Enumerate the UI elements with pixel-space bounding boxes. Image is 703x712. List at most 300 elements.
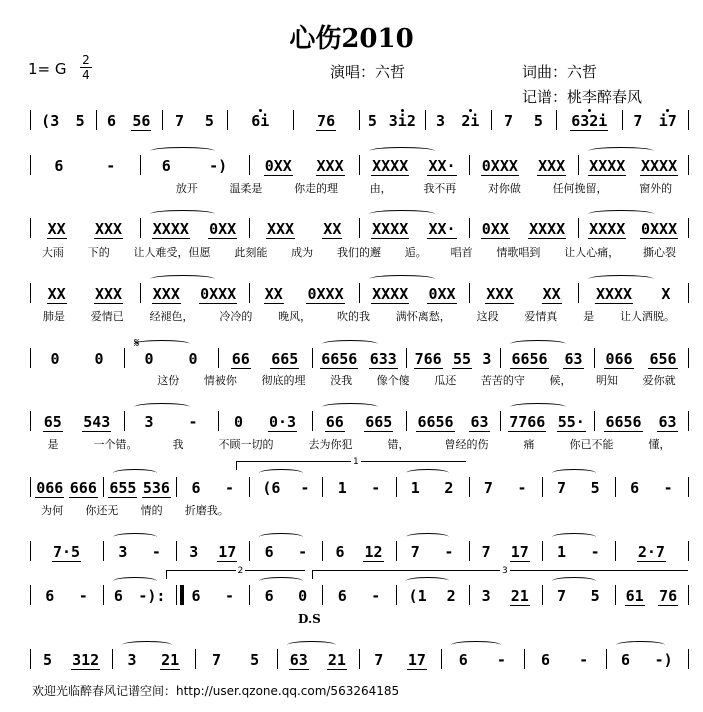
lyric-word: 彻底的埋 <box>261 374 306 387</box>
bar-line <box>176 585 177 605</box>
volta-number: 3 <box>502 566 508 576</box>
note-group: 0 <box>233 413 243 431</box>
lyric-word: 爱情真 <box>524 310 558 323</box>
bar-line <box>124 348 125 368</box>
bar-line <box>277 649 278 669</box>
note-group: XXXX <box>595 284 633 303</box>
lyric-row <box>0 244 703 260</box>
note-group: XXX <box>152 284 180 303</box>
bar-line <box>615 541 616 561</box>
slur-arc <box>259 533 303 541</box>
lyric-line <box>145 372 688 388</box>
bar-line <box>176 541 177 561</box>
lyric-word: 肺是 <box>42 310 65 323</box>
slur-arc <box>287 641 336 649</box>
note-group: 7766 <box>509 412 546 431</box>
measure <box>252 585 319 607</box>
note-group: XX <box>47 219 66 238</box>
slur-arc <box>588 147 654 155</box>
lyric-line <box>160 180 688 196</box>
bar-line <box>688 348 689 368</box>
lyric-word: 下的 <box>87 246 110 259</box>
lyric-word: 满怀离愁， <box>395 310 451 323</box>
bar-line <box>688 283 689 303</box>
note-group: (1 <box>408 587 427 605</box>
slur-arc <box>322 340 378 348</box>
note-group: 7 <box>557 587 567 605</box>
measure <box>165 110 225 132</box>
note-group: 7 <box>483 479 493 497</box>
note-group: 66 <box>325 412 344 431</box>
lyric-word: 苦苦的守 <box>480 374 525 387</box>
lyric-word: 对你做 <box>487 182 521 195</box>
note-group: XX <box>542 284 561 303</box>
note-group: XX <box>47 284 66 303</box>
slur-arc <box>113 577 157 585</box>
bar-line <box>112 649 113 669</box>
slur-arc <box>552 469 596 477</box>
note-group: 0XX <box>264 156 292 175</box>
note-group: 0 <box>298 587 308 605</box>
bar-line <box>359 649 360 669</box>
lyric-word: 候， <box>549 374 572 387</box>
note-group: 55· <box>557 412 585 431</box>
bar-line <box>556 110 557 130</box>
high-octave-dot <box>259 109 262 112</box>
bar-line <box>30 585 31 605</box>
note-group: 76 <box>317 111 336 130</box>
lyric-word: 窗外的 <box>639 182 673 195</box>
measure <box>362 110 422 132</box>
note-group: 536 <box>142 478 170 497</box>
note-group: 665 <box>271 349 299 368</box>
note-group: 665 <box>365 412 393 431</box>
note-group: 766 <box>414 349 442 368</box>
measure <box>472 218 576 240</box>
measure <box>597 348 685 370</box>
volta-bracket <box>312 566 688 576</box>
measure <box>503 411 591 433</box>
note-group: 6 <box>541 651 551 669</box>
measure <box>33 218 137 240</box>
music-row <box>0 283 703 309</box>
note-group: - <box>517 479 527 497</box>
note-group: 21 <box>327 650 346 669</box>
measure <box>472 477 539 499</box>
lyric-word: 错， <box>387 438 410 451</box>
note-group: 6 <box>630 479 640 497</box>
note-group: 21 <box>161 650 180 669</box>
slur-arc <box>369 210 435 218</box>
bar-line <box>140 283 141 303</box>
measure <box>545 585 612 607</box>
note-group: -): <box>138 587 166 605</box>
measure <box>99 110 159 132</box>
bar-line <box>312 348 313 368</box>
note-group: XXXX <box>372 219 409 238</box>
slur-arc <box>369 147 435 155</box>
measure <box>143 218 247 240</box>
slur-arc <box>510 340 566 348</box>
note-group: 543 <box>83 412 111 431</box>
note-group: 63 <box>289 650 308 669</box>
bar-line <box>218 348 219 368</box>
note-group: (3 <box>41 112 60 130</box>
note-group: 0·3 <box>268 412 297 431</box>
note-group: 61 <box>625 586 644 605</box>
note-group: (6 <box>262 479 281 497</box>
song-title: 心伤2010 <box>289 24 414 54</box>
bar-line <box>578 155 579 175</box>
measure <box>559 110 619 132</box>
bar-line <box>30 649 31 669</box>
lyric-word: 成为 <box>291 246 314 259</box>
lyric-word: 让人难受，但愿 <box>133 246 211 259</box>
note-group: 76 <box>659 586 678 605</box>
bar-line <box>406 348 407 368</box>
note-group: - <box>225 479 235 497</box>
note-group: 7 <box>481 543 491 561</box>
slur-arc <box>322 403 378 411</box>
note-group: - <box>371 587 381 605</box>
note-group: 6 <box>458 651 468 669</box>
measure <box>143 283 247 305</box>
bar-line <box>30 155 31 175</box>
bar-line <box>542 541 543 561</box>
note-group: 3 <box>435 112 445 130</box>
note-group: XXX <box>94 219 123 238</box>
note-group: 55 <box>452 349 472 368</box>
measure <box>315 411 403 433</box>
note-group: 17 <box>407 650 426 669</box>
note-group: 5 <box>367 112 377 130</box>
measure <box>33 411 121 433</box>
note-group: 6656 <box>321 349 358 368</box>
note-group: - <box>225 587 235 605</box>
slur-arc <box>552 577 596 585</box>
measure <box>221 348 309 370</box>
measure <box>409 348 497 370</box>
note-group: 6 <box>264 543 274 561</box>
bar-line <box>469 541 470 561</box>
note-group: 7·5 <box>53 542 81 561</box>
note-group: 5 <box>590 587 600 605</box>
measure <box>127 411 215 433</box>
key-signature: 1= G <box>28 60 67 78</box>
high-octave-dot <box>401 109 404 112</box>
measure <box>252 541 319 563</box>
slur-arc <box>150 275 216 283</box>
bar-line <box>30 218 31 238</box>
slur-arc <box>451 641 500 649</box>
note-group: 7 <box>557 479 567 497</box>
bar-line <box>30 477 31 497</box>
note-group: 666 <box>69 478 97 497</box>
note-group: - <box>590 543 600 561</box>
lyric-word: 折磨我。 <box>184 504 229 517</box>
bar-line <box>622 110 623 130</box>
bar-line <box>469 283 470 303</box>
time-signature <box>80 54 92 81</box>
note-group: 63 <box>470 412 489 431</box>
volta-number: 1 <box>353 457 359 467</box>
note-group: 63 <box>564 349 583 368</box>
note-group: 3i2 <box>388 112 417 130</box>
measure <box>315 348 403 370</box>
slur-arc <box>113 533 157 541</box>
note-group: XXXX <box>589 219 626 238</box>
bar-line <box>500 411 501 431</box>
measure <box>399 541 466 563</box>
bar-line <box>249 477 250 497</box>
measure <box>179 585 246 607</box>
lyric-word: 这段 <box>476 310 499 323</box>
measure <box>33 110 93 132</box>
note-group: 17 <box>218 542 237 561</box>
bar-line <box>688 218 689 238</box>
lyric-word: 一个错。 <box>93 438 138 451</box>
note-group: 6656 <box>605 412 642 431</box>
note-group: 066 <box>605 349 633 368</box>
note-group: 3 <box>118 543 128 561</box>
bar-line <box>406 411 407 431</box>
bar-line <box>30 348 31 368</box>
note-group: XXX <box>538 156 566 175</box>
lyric-word: 爱你就 <box>642 374 676 387</box>
note-group: 6 <box>106 112 116 130</box>
note-group: 7 <box>504 112 514 130</box>
note-group: XXXX <box>589 156 626 175</box>
note-group: 312 <box>72 650 100 669</box>
note-group: XXX <box>316 156 344 175</box>
measure <box>252 283 356 305</box>
lyric-word: 没我 <box>330 374 353 387</box>
singer-credit: 演唱：六哲 <box>330 63 406 81</box>
note-group: 632i <box>570 112 608 131</box>
bar-line <box>195 649 196 669</box>
note-group: 3 <box>144 413 154 431</box>
bar-line <box>140 155 141 175</box>
lyric-word: 我不再 <box>423 182 457 195</box>
note-group: 6656 <box>417 412 454 431</box>
measure <box>33 283 137 305</box>
slur-arc <box>588 275 654 283</box>
slur-arc <box>510 403 566 411</box>
bar-line <box>688 585 689 605</box>
bar-line <box>606 649 607 669</box>
note-group: 0 <box>188 350 198 368</box>
note-group: - <box>444 543 454 561</box>
note-group: - <box>496 651 506 669</box>
note-group: 56 <box>132 111 151 130</box>
lyric-word: 让人心痛， <box>564 246 620 259</box>
bar-line <box>469 477 470 497</box>
measure <box>581 155 685 177</box>
lyric-word: 经褪色， <box>149 310 194 323</box>
note-group: 0 <box>144 350 154 368</box>
note-group: 2 <box>446 587 456 605</box>
lyric-word: 不顾一切的 <box>218 438 274 451</box>
note-group: 0XXX <box>641 219 678 238</box>
lyric-word: 这份 <box>157 374 180 387</box>
bar-line <box>688 649 689 669</box>
bar-line <box>30 541 31 561</box>
lyric-word: 大雨 <box>41 246 64 259</box>
measure <box>545 541 612 563</box>
music-row <box>0 649 703 675</box>
lyric-line <box>30 436 688 452</box>
lyric-word: 温柔是 <box>229 182 263 195</box>
lyric-word: 痛 <box>523 438 535 451</box>
measure <box>33 649 109 671</box>
note-group: 1 <box>557 543 567 561</box>
lyric-word: 放开 <box>175 182 198 195</box>
measure <box>581 218 685 240</box>
measure <box>494 110 554 132</box>
note-group: 655 <box>109 478 137 497</box>
note-group: 0XX <box>209 219 237 238</box>
note-group: 066 <box>36 478 64 497</box>
measure <box>609 649 685 671</box>
lyric-row <box>0 180 703 196</box>
slur-arc <box>588 210 654 218</box>
measure <box>472 283 576 305</box>
note-group: 1 <box>337 479 347 497</box>
slur-arc <box>134 340 190 348</box>
note-group: 5 <box>590 479 600 497</box>
bar-line <box>396 541 397 561</box>
slur-arc <box>259 469 303 477</box>
volta-bracket <box>236 457 466 467</box>
note-group: 2i <box>460 112 480 130</box>
bar-line <box>322 477 323 497</box>
lyric-word: 我们的邂 <box>336 246 381 259</box>
slur-arc <box>406 533 450 541</box>
bar-line <box>322 541 323 561</box>
bar-line <box>542 477 543 497</box>
bar-line <box>103 541 104 561</box>
composer-credit: 词曲：六哲 <box>522 63 598 81</box>
note-group: - <box>298 543 308 561</box>
measure <box>503 348 591 370</box>
note-group: 7 <box>374 651 384 669</box>
measure <box>409 411 497 433</box>
lyric-word: 为何 <box>41 504 64 517</box>
note-group: 65 <box>43 412 62 431</box>
note-group: i7 <box>658 112 678 130</box>
note-group: 6656 <box>511 349 548 368</box>
note-group: 6 <box>191 587 201 605</box>
note-group: 5 <box>75 112 85 130</box>
time-signature-top: 2 <box>82 53 90 67</box>
lyric-word: 情的 <box>140 504 163 517</box>
bar-line <box>124 411 125 431</box>
note-group: 3 <box>481 587 491 605</box>
note-group: 6 <box>54 157 64 175</box>
measure <box>325 477 392 499</box>
note-group: X <box>661 285 671 303</box>
bar-line <box>425 110 426 130</box>
note-group: 17 <box>510 542 529 561</box>
measure <box>143 155 247 177</box>
measure <box>444 649 520 671</box>
lyric-word: 去为你犯 <box>308 438 353 451</box>
lyric-word: 你还无 <box>85 504 119 517</box>
bar-line <box>96 110 97 130</box>
bar-line <box>688 541 689 561</box>
lyric-word: 你已不能 <box>569 438 614 451</box>
note-group: - <box>579 651 589 669</box>
music-row <box>0 218 703 244</box>
lyric-word: 爱情已 <box>90 310 124 323</box>
volta-number: 2 <box>237 566 244 576</box>
measure <box>252 218 356 240</box>
note-group: 3 <box>127 651 137 669</box>
measure <box>527 649 603 671</box>
bar-line <box>688 477 689 497</box>
note-group: XX· <box>428 219 456 238</box>
note-group: XXXX <box>372 156 409 175</box>
lyric-word: 撕心裂 <box>643 246 677 259</box>
measure <box>625 110 685 132</box>
bar-line <box>688 110 689 130</box>
note-group: 7 <box>633 112 643 130</box>
note-group: 5 <box>43 651 53 669</box>
note-group: - <box>78 587 88 605</box>
note-group: - <box>300 479 310 497</box>
measure <box>362 649 438 671</box>
lyric-word: 情被你 <box>203 374 237 387</box>
note-group: XXX <box>486 284 514 303</box>
slur-arc <box>616 641 665 649</box>
measure <box>115 649 191 671</box>
bar-line <box>249 155 250 175</box>
bar-line <box>103 477 104 497</box>
bar-line <box>249 283 250 303</box>
measure <box>106 585 173 607</box>
note-group: XX <box>323 219 342 238</box>
note-group: 12 <box>364 542 383 561</box>
measure <box>362 283 466 305</box>
note-group: 5 <box>533 112 543 130</box>
volta-bracket <box>166 566 305 576</box>
lyric-word: 逅。 <box>404 246 427 259</box>
note-group: 6 <box>264 587 274 605</box>
lyric-word: 我 <box>172 438 184 451</box>
note-group: 66 <box>231 349 250 368</box>
note-group: XXXX <box>529 219 566 238</box>
note-group: XXX <box>266 219 295 238</box>
measure <box>33 155 137 177</box>
note-group: 5 <box>204 112 214 130</box>
note-group: 0XXX <box>481 156 518 175</box>
lyric-word: 是 <box>47 438 59 451</box>
note-group: 0XX <box>481 219 509 238</box>
measure <box>472 585 539 607</box>
note-group: 63 <box>658 412 677 431</box>
bar-line <box>140 218 141 238</box>
bar-line <box>249 585 250 605</box>
measure <box>581 283 685 305</box>
bar-line <box>441 649 442 669</box>
bar-line <box>227 110 228 130</box>
slur-arc <box>150 210 216 218</box>
note-group: 1 <box>410 479 420 497</box>
measure <box>472 155 576 177</box>
note-group: - <box>151 543 161 561</box>
bar-line <box>615 477 616 497</box>
bar-line <box>359 155 360 175</box>
